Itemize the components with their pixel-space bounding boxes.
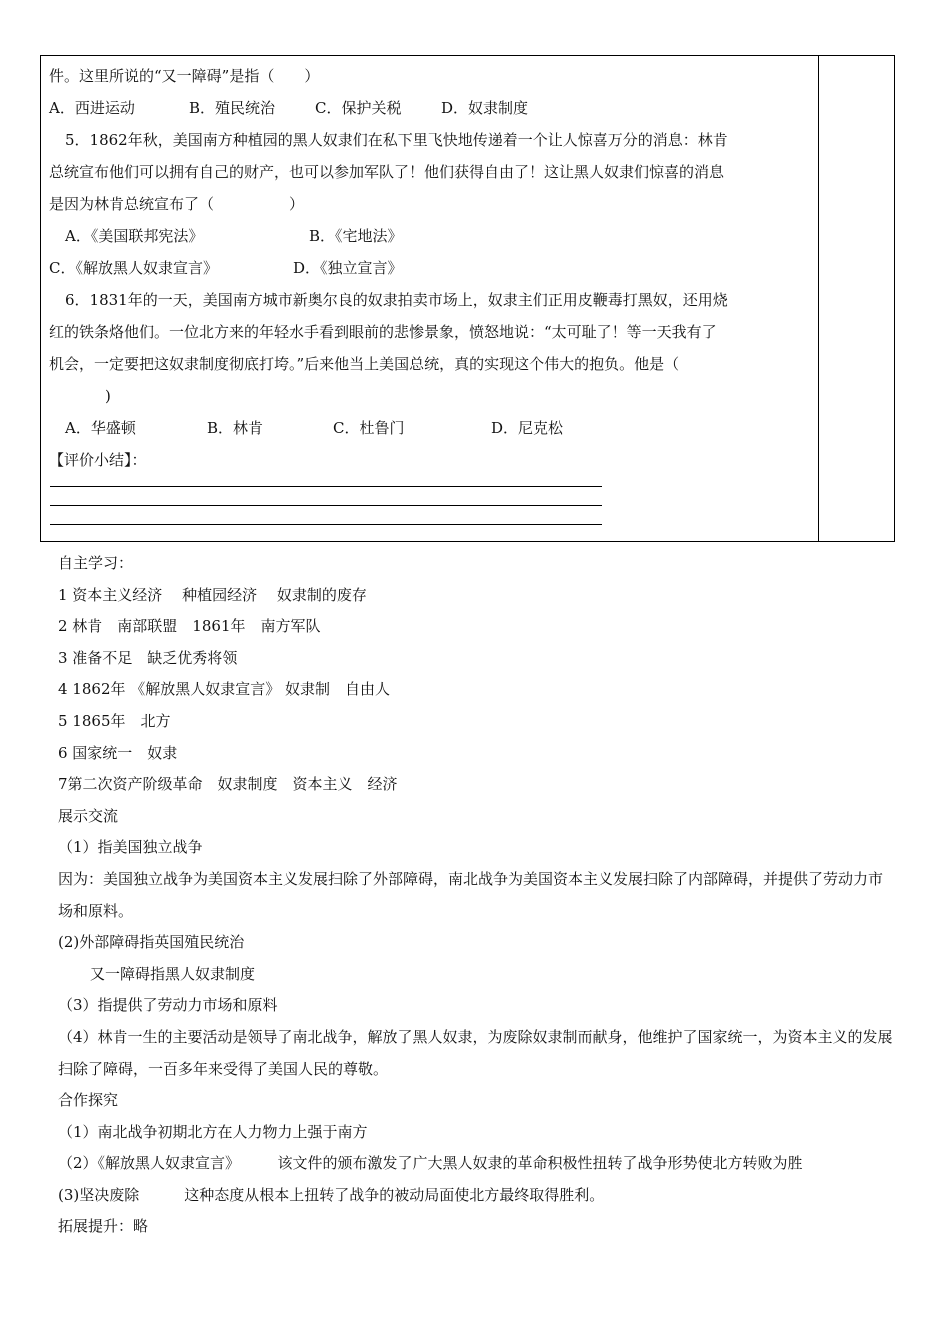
q5-stem-line: 总统宣布他们可以拥有自己的财产，也可以参加军队了！他们获得自由了！这让黑人奴隶们惊喜的消息 (49, 163, 725, 181)
q6-stem-line: 机会，一定要把这奴隶制度彻底打垮。”后来他当上美国总统，真的实现这个伟大的抱负。他是（ (49, 355, 680, 373)
q6-option-a: A．华盛顿 (65, 419, 136, 437)
q5-option-c: C．《解放黑人奴隶宣言》 (49, 259, 218, 277)
self-study-item: 7第二次资产阶级革命 奴隶制度 资本主义 经济 (58, 775, 398, 794)
evaluation-label: 【评价小结】： (49, 451, 147, 469)
self-study-item: 1 资本主义经济 种植园经济 奴隶制的废存 (58, 585, 367, 604)
self-study-item: 2 林肯 南部联盟 1861年 南方军队 (58, 617, 321, 636)
exchange-item: 因为：美国独立战争为美国资本主义发展扫除了外部障碍，南北战争为美国资本主义发展扫除了内部障碍，并提供了劳动力市场和原料。 (58, 869, 884, 920)
self-study-item: 6 国家统一 奴隶 (58, 743, 178, 762)
answer-line (50, 524, 602, 525)
q6-option-d: D．尼克松 (491, 419, 564, 437)
exchange-item: （4）林肯一生的主要活动是领导了南北战争，解放了黑人奴隶，为废除奴隶制而献身，他维护了国家统一，为资本主义的发展扫除了障碍，一百多年来受得了美国人民的尊敬。 (58, 1027, 893, 1078)
q6-stem-line: 6．1831年的一天，美国南方城市新奥尔良的奴隶拍卖市场上，奴隶主们正用皮鞭毒打黑奴，还用烧 (65, 291, 728, 309)
exchange-item: （3）指提供了劳动力市场和原料 (58, 996, 278, 1015)
coop-item: （2）《解放黑人奴隶宣言》 该文件的颁布激发了广大黑人奴隶的革命积极性扭转了战争形势使北方转败为胜 (58, 1154, 803, 1173)
q6-stem-line: 红的铁条烙他们。一位北方来的年轻水手看到眼前的悲惨景象，愤怒地说：“太可耻了！等一天我有了 (49, 323, 717, 341)
q6-option-b: B．林肯 (207, 419, 264, 437)
q4-option-a: A．西进运动 (49, 99, 135, 117)
q4-option-c: C．保护关税 (315, 99, 402, 117)
coop-title: 合作探究 (58, 1091, 119, 1110)
extension-line: 拓展提升：略 (58, 1217, 149, 1236)
exchange-item: 又一障碍指黑人奴隶制度 (90, 964, 256, 983)
q6-option-c: C．杜鲁门 (333, 419, 405, 437)
q5-options-row-1 (49, 220, 809, 252)
q4-stem: 件。这里所说的“又一障碍”是指（ ） (49, 67, 320, 85)
exchange-item: （1）指美国独立战争 (58, 838, 203, 857)
self-study-item: 4 1862年 《解放黑人奴隶宣言》 奴隶制 自由人 (58, 680, 391, 699)
self-study-item: 3 准备不足 缺乏优秀将领 (58, 648, 238, 667)
self-study-item: 5 1865年 北方 (58, 711, 171, 730)
q4-option-d: D．奴隶制度 (441, 99, 529, 117)
q5-option-d: D．《独立宣言》 (293, 259, 403, 277)
self-study-title: 自主学习： (58, 554, 134, 572)
q4-option-b: B．殖民统治 (189, 99, 276, 117)
q5-options-row-2 (49, 252, 809, 284)
table-column-divider (818, 56, 819, 541)
exchange-title: 展示交流 (58, 806, 119, 825)
q5-stem-line: 5．1862年秋，美国南方种植园的黑人奴隶们在私下里飞快地传递着一个让人惊喜万分的消息：林肯 (65, 131, 728, 149)
q4-options (49, 92, 809, 124)
q5-stem-line: 是因为林肯总统宣布了（ ） (49, 195, 305, 213)
q6-stem-line: ) (105, 387, 111, 405)
answer-key (58, 548, 894, 1243)
question-cell (49, 60, 809, 525)
q6-options (49, 412, 809, 444)
coop-item: (3)坚决废除 这种态度从根本上扭转了战争的被动局面使北方最终取得胜利。 (58, 1185, 605, 1204)
exchange-item: (2)外部障碍指英国殖民统治 (58, 933, 245, 952)
coop-item: （1）南北战争初期北方在人力物力上强于南方 (58, 1122, 368, 1141)
worksheet-table (40, 55, 895, 542)
q5-option-a: A．《美国联邦宪法》 (65, 227, 204, 245)
q5-option-b: B．《宅地法》 (309, 227, 403, 245)
